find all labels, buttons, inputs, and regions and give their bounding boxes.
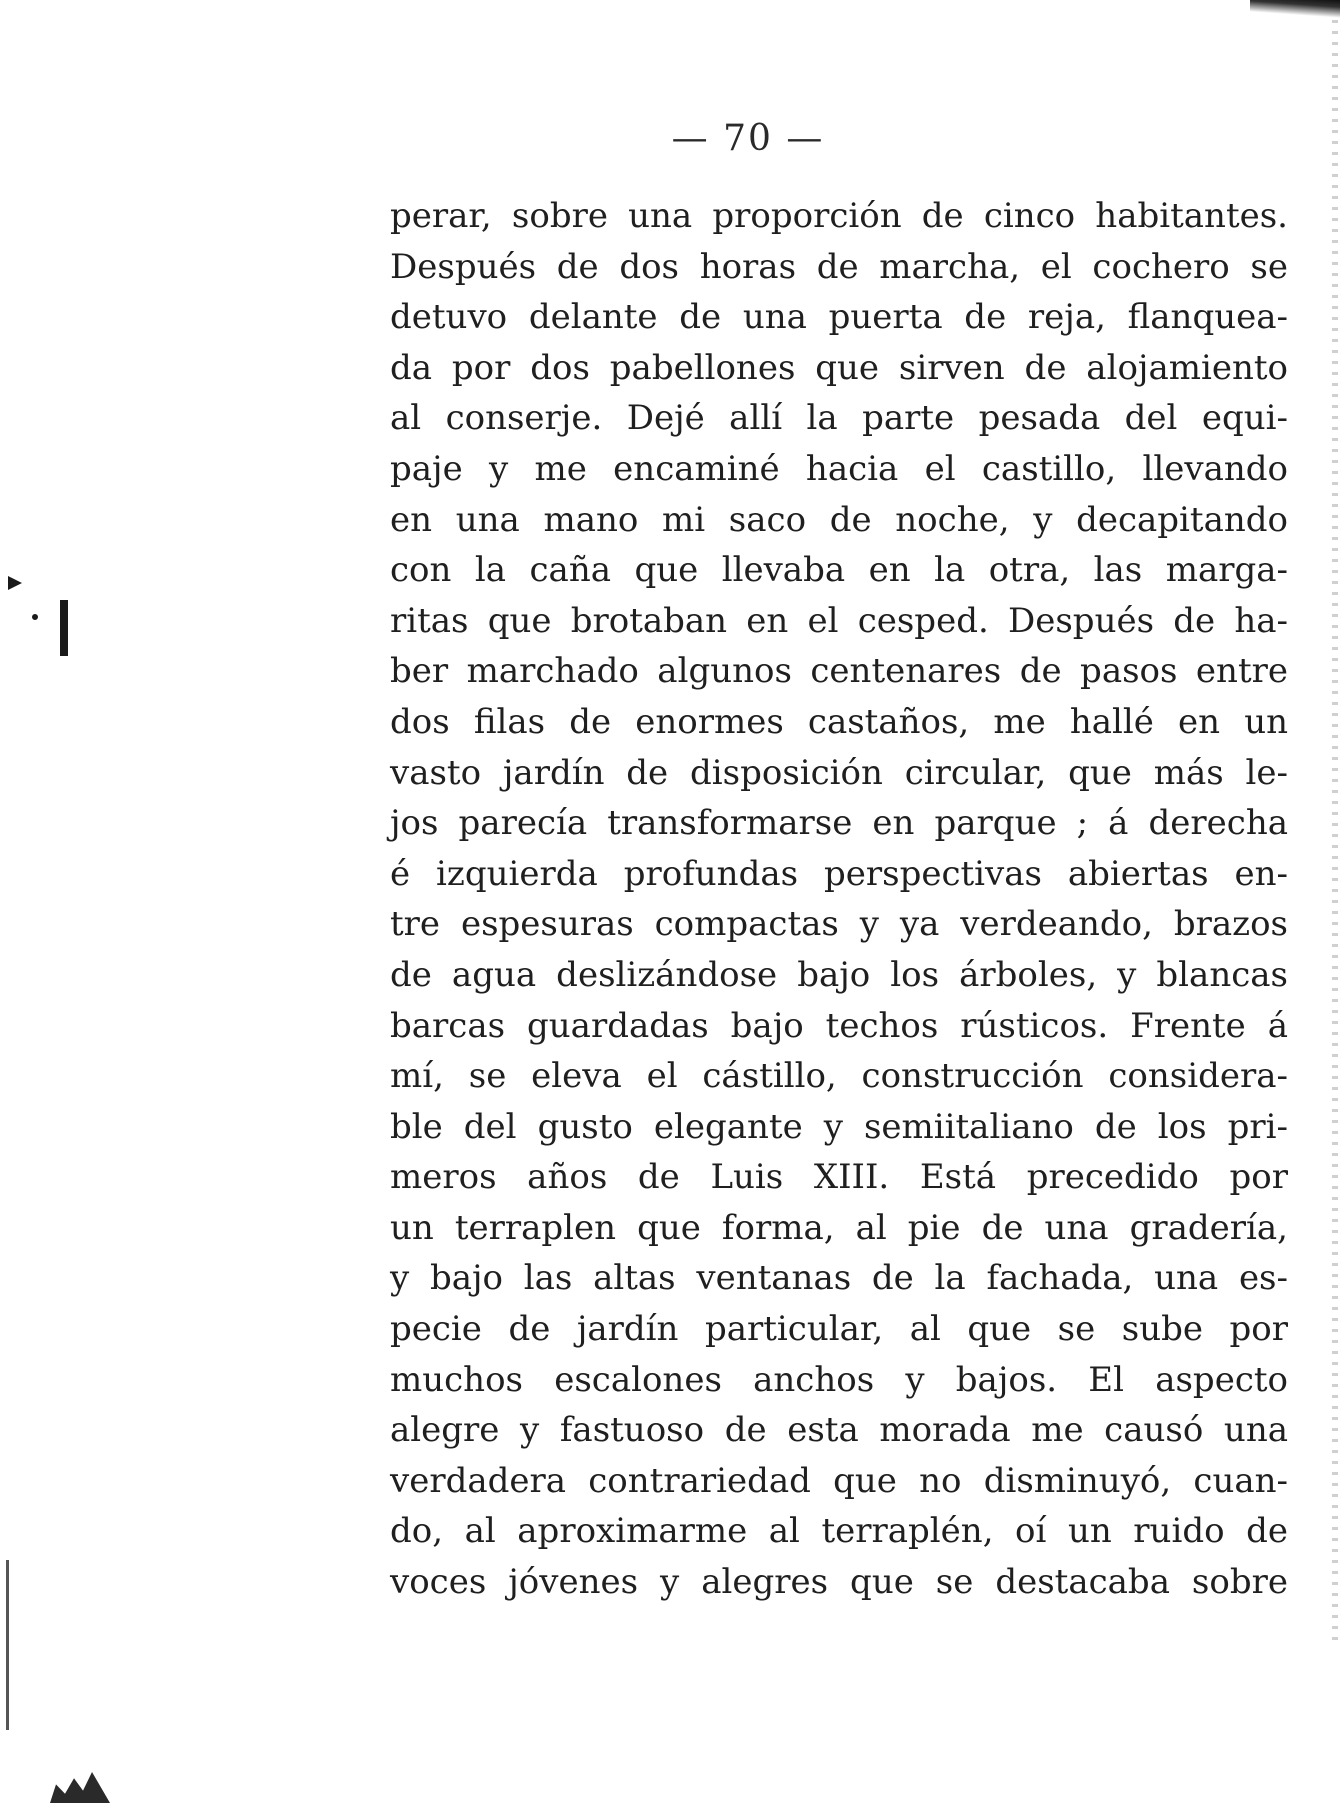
text-line: barcas guardadas bajo techos rústicos. Frente á bbox=[390, 1005, 1288, 1046]
text-line: tre espesuras compactas y ya verdeando, brazos bbox=[390, 904, 1288, 945]
scan-edge-top bbox=[1250, 0, 1340, 18]
text-line: da por dos pabellones que sirven de alojamiento bbox=[390, 347, 1288, 388]
text-line: ritas que brotaban en el cesped. Después de ha- bbox=[390, 600, 1288, 641]
text-line: con la caña que llevaba en la otra, las marga- bbox=[390, 550, 1288, 591]
text-line: perar, sobre una proporción de cinco habitantes. bbox=[390, 196, 1288, 236]
scan-mark-bottom-blot bbox=[50, 1772, 110, 1803]
page-number: — 70 — bbox=[671, 118, 825, 159]
text-line: dos filas de enormes castaños, me hallé en un bbox=[390, 701, 1288, 742]
text-line: verdadera contrariedad que no disminuyó, cuan- bbox=[390, 1460, 1288, 1501]
text-line: alegre y fastuoso de esta morada me causó una bbox=[390, 1410, 1288, 1451]
scan-mark-dot bbox=[32, 614, 38, 620]
text-line: un terraplen que forma, al pie de una gradería, bbox=[390, 1207, 1288, 1248]
text-line: mí, se eleva el cástillo, construcción considera- bbox=[390, 1056, 1288, 1097]
scan-mark-arrow bbox=[8, 576, 22, 590]
scan-mark-bar bbox=[60, 600, 68, 656]
text-line: ber marchado algunos centenares de pasos entre bbox=[390, 651, 1288, 692]
text-line: paje y me encaminé hacia el castillo, llevando bbox=[390, 448, 1288, 489]
text-line: al conserje. Dejé allí la parte pesada del equi- bbox=[390, 398, 1288, 439]
text-line: meros años de Luis XIII. Está precedido por bbox=[390, 1157, 1288, 1198]
body-text bbox=[390, 191, 1288, 1608]
text-line: pecie de jardín particular, al que se sube por bbox=[390, 1309, 1288, 1350]
text-line: voces jóvenes y alegres que se destacaba sobre bbox=[390, 1562, 1288, 1603]
text-line: vasto jardín de disposición circular, que más le- bbox=[390, 752, 1288, 793]
text-line: en una mano mi saco de noche, y decapitando bbox=[390, 499, 1288, 540]
scan-edge-right bbox=[1332, 20, 1338, 1640]
text-line: ble del gusto elegante y semiitaliano de los pri- bbox=[390, 1106, 1288, 1147]
text-line: jos parecía transformarse en parque ; á derecha bbox=[390, 803, 1288, 844]
text-line: detuvo delante de una puerta de reja, flanquea- bbox=[390, 297, 1288, 338]
text-line: muchos escalones anchos y bajos. El aspecto bbox=[390, 1359, 1288, 1400]
text-line: de agua deslizándose bajo los árboles, y blancas bbox=[390, 954, 1288, 995]
text-line: do, al aproximarme al terraplén, oí un ruido de bbox=[390, 1511, 1288, 1552]
text-line: y bajo las altas ventanas de la fachada, una es- bbox=[390, 1258, 1288, 1299]
text-line: Después de dos horas de marcha, el cochero se bbox=[390, 246, 1288, 287]
scan-mark-left-line bbox=[6, 1560, 9, 1730]
text-line: é izquierda profundas perspectivas abiertas en- bbox=[390, 853, 1288, 894]
